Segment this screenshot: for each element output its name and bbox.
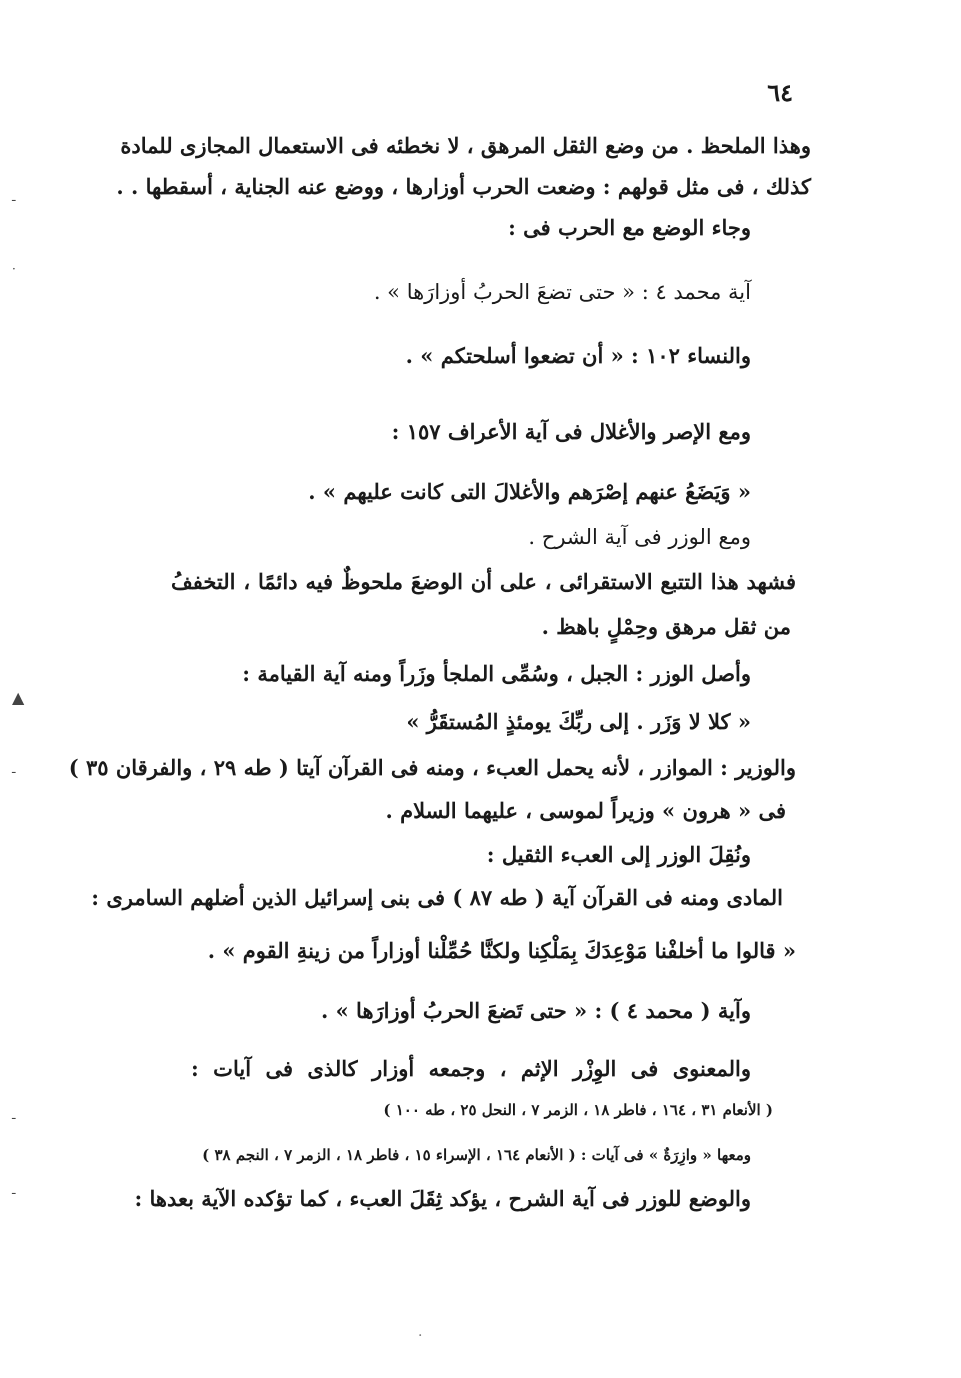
text-line-10: من ثقل مرهق وحِمْلٍ باهظ . [541, 614, 791, 639]
text-line-3: وجاء الوضع مع الحرب فى : [508, 215, 751, 240]
text-line-4: آية محمد ٤ : « حتى تضعَ الحربُ أوزارَها » . [373, 280, 751, 304]
margin-mark: · [418, 1328, 423, 1344]
text-line-12: « كلا لا وَزَر . إلى ربِّكَ يومئذٍ المُستقَرُّ » [406, 709, 751, 734]
margin-mark: ـ [12, 1183, 16, 1197]
text-line-11: وأصل الوزر : الجبل ، وسُمِّى الملجأ وزَراً ومنه آية القيامة : [242, 661, 751, 686]
text-line-20: ( الأنعام ٣١ ، ١٦٤ ، فاطر ١٨ ، الزمر ٧ ، النحل ٢٥ ، طه ١٠٠ ) [383, 1101, 773, 1119]
text-line-18: وآية ( محمد ٤ ) : « حتى تَضعَ الحربُ أوزارَها » . [320, 998, 751, 1023]
text-line-14: فى « هرون » وزيراً لموسى ، عليهما السلام . [385, 798, 786, 823]
page-number: ٦٤ [767, 78, 793, 107]
margin-mark: ـ [12, 762, 16, 776]
text-line-17: « قالوا ما أخلفْنا مَوْعِدَكَ بِمَلْكِنا ولكنَّا حُمِّلْنا أوزاراً من زينةِ القوم » . [207, 938, 796, 963]
text-line-2: كذلك ، فى مثل قولهم : وضعت الحرب أوزارها ، ووضع عنه الجناية ، أسقطها . . [116, 174, 811, 199]
text-line-21: ومعها « وازِرَةٌ » فى آيات : ( الأنعام ١٦٤ ، الإسراء ١٥ ، فاطر ١٨ ، الزمر ٧ ، النجم ٣٨ ) [202, 1146, 751, 1164]
text-line-9: فشهد هذا التتبع الاستقرائى ، على أن الوضعَ ملحوظٌ فيه دائمًا ، التخففُ [171, 569, 796, 594]
margin-mark: · [12, 262, 16, 276]
text-line-13: والوزير : الموازر ، لأنه يحمل العبء ، ومنه فى القرآن آيتا ( طه ٢٩ ، والفرقان ٣٥ ) [68, 755, 796, 780]
text-line-6: ومع الإصر والأغلال فى آية الأعراف ١٥٧ : [391, 419, 751, 444]
margin-mark: ـ [12, 190, 16, 204]
text-line-19: والمعنوى فى الوِزْر الإثم ، وجمعه أوزار كالذى فى آيات : [191, 1056, 751, 1081]
text-line-8: ومع الوزر فى آية الشرح . [528, 525, 751, 549]
text-line-5: والنساء ١٠٢ : « أن تضعوا أسلحتكم » . [405, 343, 751, 368]
margin-mark: ـ [12, 1108, 16, 1122]
text-line-16: المادى ومنه فى القرآن آية ( طه ٨٧ ) فى بنى إسرائيل الذين أضلهم السامرى : [91, 885, 783, 910]
text-line-15: ونُقِلَ الوزر إلى العبء الثقيل : [486, 842, 751, 867]
text-line-7: « وَيَضَعُ عنهم إصْرَهم والأغلالَ التى كانت عليهم » . [308, 479, 751, 504]
text-line-22: والوضع للوزر فى آية الشرح ، يؤكد ثِقَلَ العبء ، كما تؤكده الآية بعدها : [134, 1186, 751, 1211]
text-line-1: وهذا الملحظ . من وضع الثقل المرهق ، لا نخطئه فى الاستعمال المجازى للمادة [120, 133, 811, 158]
margin-mark: ▲ [12, 688, 25, 707]
